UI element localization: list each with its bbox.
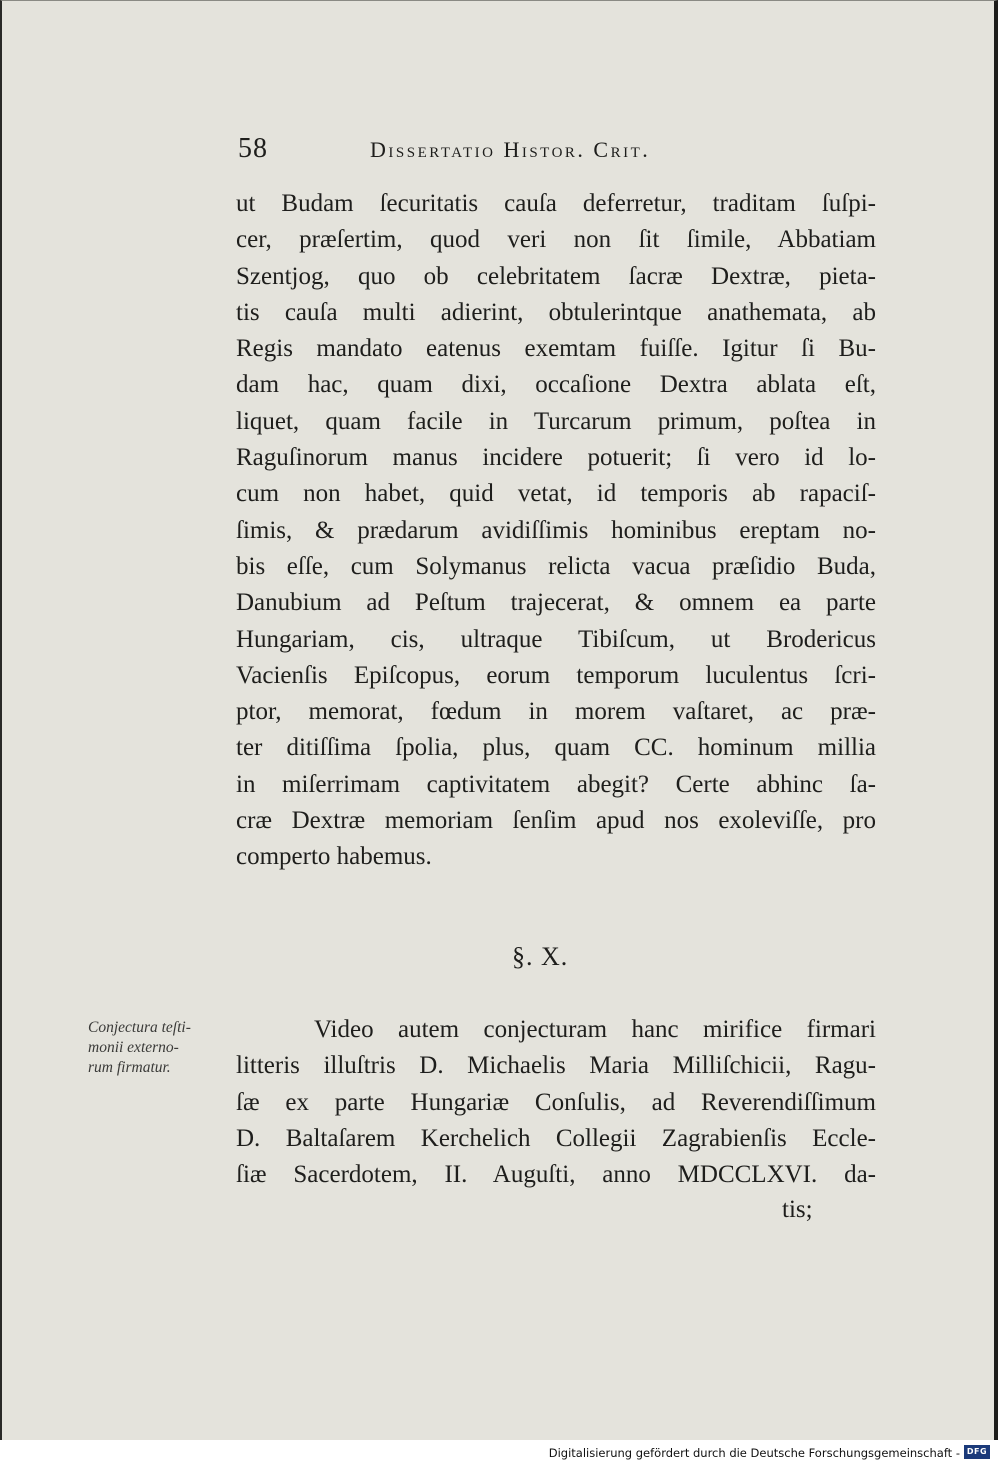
text-line: ſimis, & prædarum avidiſſimis hominibus ereptam no- bbox=[236, 516, 876, 544]
dfg-logo-icon: DFG bbox=[964, 1445, 990, 1459]
text-line: Szentjog, quo ob celebritatem ſacræ Dextræ, pieta- bbox=[236, 262, 876, 290]
text-line: Vacienſis Epiſcopus, eorum temporum luculentus ſcri- bbox=[236, 661, 876, 689]
text-line: ſæ ex parte Hungariæ Conſulis, ad Reverendiſſimum bbox=[236, 1088, 876, 1116]
text-line: tis cauſa multi adierint, obtulerintque anathemata, ab bbox=[236, 298, 876, 326]
text-line: D. Baltaſarem Kerchelich Collegii Zagrabienſis Eccle- bbox=[236, 1124, 876, 1152]
running-head: Dissertatio Histor. Crit. bbox=[370, 137, 651, 162]
section-heading: §. X. bbox=[512, 942, 569, 971]
marginal-note-line: monii externo- bbox=[88, 1039, 179, 1056]
catchword: tis; bbox=[782, 1196, 813, 1223]
text-line: cum non habet, quid vetat, id temporis ab rapaciſ- bbox=[236, 480, 876, 508]
funding-credit: Digitalisierung gefördert durch die Deutsche Forschungsgemeinschaft - bbox=[548, 1446, 960, 1460]
paragraph-1 bbox=[236, 186, 876, 876]
text-line: bis eſſe, cum Solymanus relicta vacua præſidio Buda, bbox=[236, 552, 876, 580]
marginal-note bbox=[88, 1018, 218, 1078]
digitization-footer bbox=[0, 1440, 1000, 1466]
text-line: cer, præſertim, quod veri non ſit ſimile, Abbatiam bbox=[236, 226, 876, 254]
text-line: ptor, memorat, fœdum in morem vaſtaret, ac præ- bbox=[236, 698, 876, 726]
text-line: Hungariam, cis, ultraque Tibiſcum, ut Brodericus bbox=[236, 625, 876, 653]
text-line: Danubium ad Peſtum trajecerat, & omnem ea parte bbox=[236, 589, 876, 617]
text-line: in miſerrimam captivitatem abegit? Certe abhinc ſa- bbox=[236, 770, 876, 798]
bleed-through-texture bbox=[820, 842, 980, 912]
text-line: ter ditiſſima ſpolia, plus, quam CC. hominum millia bbox=[236, 734, 876, 762]
paragraph-2 bbox=[236, 1012, 876, 1193]
page-number: 58 bbox=[238, 133, 268, 164]
text-line: dam hac, quam dixi, occaſione Dextra ablata eſt, bbox=[236, 371, 876, 399]
page-header bbox=[238, 133, 878, 173]
text-line: Raguſinorum manus incidere potuerit; ſi vero id lo- bbox=[236, 444, 876, 472]
text-line: cræ Dextræ memoriam ſenſim apud nos exoleviſſe, pro bbox=[236, 807, 876, 835]
text-line: litteris illuſtris D. Michaelis Maria Milliſchicii, Ragu- bbox=[236, 1052, 876, 1080]
text-line: comperto habemus. bbox=[236, 843, 432, 871]
text-line: liquet, quam facile in Turcarum primum, poſtea in bbox=[236, 407, 876, 435]
text-line: Regis mandato eatenus exemtam fuiſſe. Igitur ſi Bu- bbox=[236, 335, 876, 363]
text-line: ſiæ Sacerdotem, II. Auguſti, anno MDCCLXVI. da- bbox=[236, 1161, 876, 1189]
marginal-note-line: rum firmatur. bbox=[88, 1059, 171, 1076]
text-line: ut Budam ſecuritatis cauſa deferretur, traditam ſuſpi- bbox=[236, 190, 876, 217]
text-line: Video autem conjecturam hanc mirifice firmari bbox=[314, 1016, 876, 1043]
marginal-note-line: Conjectura teſti- bbox=[88, 1019, 191, 1036]
